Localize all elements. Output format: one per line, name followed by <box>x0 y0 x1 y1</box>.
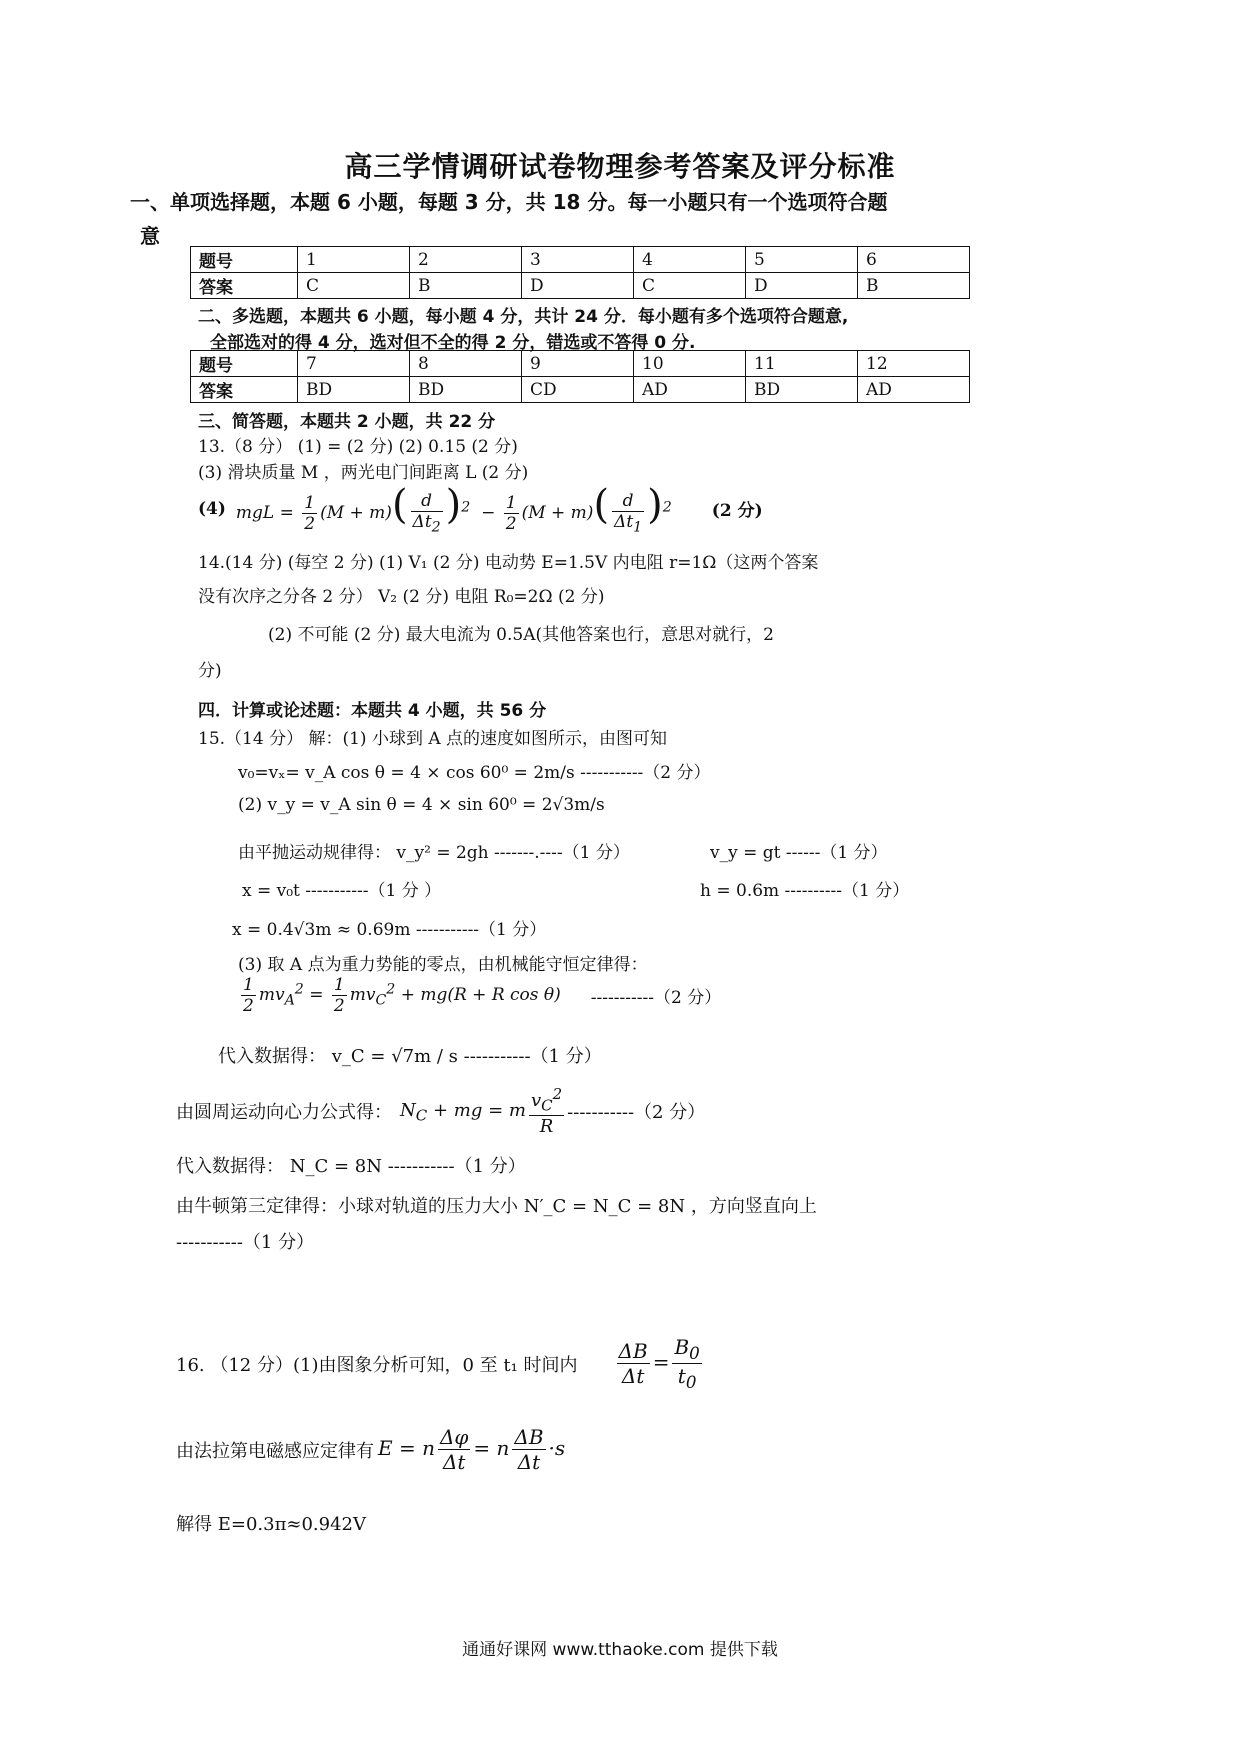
cell: AD <box>634 377 746 403</box>
cell: 1 <box>298 247 410 273</box>
q15-line8-score: -----------（2 分） <box>590 988 722 1008</box>
q16-line2-text: 由法拉第电磁感应定律有 <box>176 1440 374 1462</box>
section1-heading-cont: 意 <box>140 224 160 248</box>
section1-answer-table <box>190 246 970 299</box>
q16-ratio-formula: $\frac{\Delta B}{\Delta t}$ = $\frac{B_0}{t_0}$ <box>618 1335 700 1392</box>
table-row <box>191 351 970 377</box>
q13-line3 <box>198 482 763 536</box>
row-label: 题号 <box>191 247 298 273</box>
section2-heading-cont: 全部选对的得 4 分，选对但不全的得 2 分，错选或不答得 0 分. <box>210 333 696 353</box>
q13-formula: mgL = $\frac{1}{2}$ (M + m)( $\frac{d}{\Delta t_2}$ )$^2$ − $\frac{1}{2}$ (M + m)( $\frac{d}{\Delta t_1}$ )$^2$ <box>235 482 672 536</box>
q13-part4-score: (2 分) <box>711 501 763 522</box>
cell: BD <box>298 377 410 403</box>
q15-line12: 由牛顿第三定律得：小球对轨道的压力大小 N′_C = N_C = 8N ，方向竖直向上 <box>176 1196 817 1217</box>
cell: B <box>858 273 970 299</box>
q16-line2 <box>176 1425 565 1474</box>
q15-line11: 代入数据得： N_C = 8N -----------（1 分） <box>176 1156 526 1177</box>
cell: 6 <box>858 247 970 273</box>
q13-part4-label: (4) <box>198 498 226 519</box>
cell: AD <box>858 377 970 403</box>
q14-line3: (2) 不可能 (2 分) 最大电流为 0.5A(其他答案也行，意思对就行，2 <box>268 625 774 645</box>
q15-line8 <box>238 975 721 1016</box>
table-row <box>191 377 970 403</box>
cell: 11 <box>746 351 858 377</box>
table-row <box>191 247 970 273</box>
q15-line10-score: -----------（2 分） <box>567 1101 706 1123</box>
q13-line1: 13.（8 分） (1) = (2 分) (2) 0.15 (2 分) <box>198 437 518 457</box>
q15-line1: 15.（14 分） 解：(1) 小球到 A 点的速度如图所示，由图可知 <box>198 729 668 749</box>
q15-line5b: h = 0.6m ----------（1 分） <box>700 881 910 901</box>
cell: C <box>634 273 746 299</box>
section1-heading: 一、单项选择题，本题 6 小题，每题 3 分，共 18 分。每一小题只有一个选项符合题 <box>130 190 888 214</box>
q15-energy-formula: $\frac{1}{2}$ $mv_A^2$ = $\frac{1}{2}$ $mv_C^2 + mg(R + R$ cos θ) <box>243 975 561 1016</box>
q15-line2: v₀=vₓ= v_A cos θ = 4 × cos 60⁰ = 2m/s -----------（2 分） <box>238 763 711 783</box>
q14-line2: 没有次序之分各 2 分） V₂ (2 分) 电阻 R₀=2Ω (2 分) <box>198 587 605 607</box>
cell: D <box>522 273 634 299</box>
section3-heading: 三、简答题，本题共 2 小题，共 22 分 <box>198 412 496 432</box>
cell: C <box>298 273 410 299</box>
cell: D <box>746 273 858 299</box>
section4-heading: 四．计算或论述题：本题共 4 小题，共 56 分 <box>198 701 547 721</box>
cell: B <box>410 273 522 299</box>
q16-faraday-formula: E = n $\frac{\Delta\varphi}{\Delta t}$ = n $\frac{\Delta B}{\Delta t}$ ·s <box>378 1425 566 1474</box>
q16-line1-text: 16. （12 分）(1)由图象分析可知，0 至 t₁ 时间内 <box>176 1354 578 1376</box>
q15-line4a: 由平抛运动规律得： v_y² = 2gh -------.----（1 分） <box>238 843 630 863</box>
page-title: 高三学情调研试卷物理参考答案及评分标准 <box>344 150 896 183</box>
q15-line9: 代入数据得： v_C = √7m / s -----------（1 分） <box>218 1046 602 1067</box>
q15-line5a: x = v₀t -----------（1 分 ） <box>242 881 442 901</box>
cell: 7 <box>298 351 410 377</box>
cell: 4 <box>634 247 746 273</box>
q16-line3: 解得 E=0.3π≈0.942V <box>176 1514 367 1535</box>
cell: BD <box>746 377 858 403</box>
cell: 5 <box>746 247 858 273</box>
row-label: 答案 <box>191 377 298 403</box>
q15-centripetal-formula: $N_C$ + mg = m $\frac{v_C^2}{R}$ <box>400 1085 563 1137</box>
q13-line2: (3) 滑块质量 M ，两光电门间距离 L (2 分) <box>198 463 529 483</box>
section2-answer-table <box>190 350 970 403</box>
row-label: 答案 <box>191 273 298 299</box>
cell: 8 <box>410 351 522 377</box>
q15-line3: (2) v_y = v_A sin θ = 4 × sin 60⁰ = 2√3m/s <box>238 795 605 815</box>
cell: 2 <box>410 247 522 273</box>
section2-heading: 二、多选题，本题共 6 小题，每小题 4 分，共计 24 分．每小题有多个选项符合题意, <box>198 307 849 327</box>
table-row <box>191 273 970 299</box>
cell: 10 <box>634 351 746 377</box>
cell: CD <box>522 377 634 403</box>
q14-line1: 14.(14 分) (每空 2 分) (1) V₁ (2 分) 电动势 E=1.5V 内电阻 r=1Ω（这两个答案 <box>198 553 819 573</box>
row-label: 题号 <box>191 351 298 377</box>
q15-line6: x = 0.4√3m ≈ 0.69m -----------（1 分） <box>232 920 547 940</box>
footer: 通通好课网 www.tthaoke.com 提供下载 <box>462 1640 778 1660</box>
q15-line10 <box>176 1085 705 1137</box>
cell: 9 <box>522 351 634 377</box>
cell: BD <box>410 377 522 403</box>
q15-line10-text: 由圆周运动向心力公式得： <box>176 1101 392 1123</box>
cell: 3 <box>522 247 634 273</box>
q15-line7: (3) 取 A 点为重力势能的零点，由机械能守恒定律得： <box>238 955 648 975</box>
q15-line13: -----------（1 分） <box>176 1232 315 1253</box>
cell: 12 <box>858 351 970 377</box>
q14-line4: 分) <box>198 661 222 681</box>
q15-line4b: v_y = gt ------（1 分） <box>710 843 888 863</box>
q16-line1 <box>176 1335 705 1392</box>
